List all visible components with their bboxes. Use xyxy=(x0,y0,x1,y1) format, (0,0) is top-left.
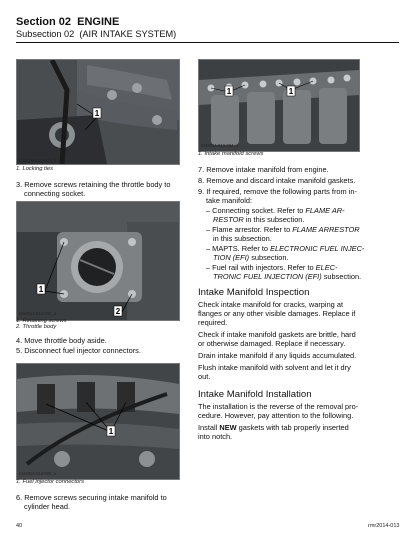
bullet-2-link[interactable]: FLAME ARRESTOR xyxy=(292,225,360,234)
bullet-1-link[interactable]: FLAME AR- xyxy=(305,206,345,215)
insp-para3: Drain intake manifold if any liquids accumulated. xyxy=(198,351,357,360)
insp-para4-l2: out. xyxy=(198,372,211,381)
bullet-mapts-l2 xyxy=(213,253,289,262)
insp-para4-l1: Flush intake manifold with solvent and let it dry xyxy=(198,363,351,372)
inst-para2-post: gaskets with tab properly inserted xyxy=(236,423,349,432)
insp-para2-l1: Check if intake manifold gaskets are brittle, hard xyxy=(198,330,356,339)
insp-para1-l1: Check intake manifold for cracks, warping at xyxy=(198,300,344,309)
step-5: 5. Disconnect fuel injector connectors. xyxy=(16,346,141,355)
step-3-line1: 3. Remove screws retaining the throttle body to xyxy=(16,180,171,189)
bullet-2-text: – Flame arrestor. Refer to xyxy=(206,225,293,234)
step-7: 7. Remove intake manifold from engine. xyxy=(198,165,329,174)
figure-fuel-injector-connectors xyxy=(16,363,180,480)
bullet-1-text-post: in this subsection. xyxy=(243,215,305,224)
subsection-title xyxy=(16,29,176,39)
fig4-callout-1b: 1 xyxy=(288,87,294,96)
fig2-caption-1: 1. Retaining screws xyxy=(16,318,67,324)
bullet-3-text-post: subsection. xyxy=(249,253,289,262)
subsection-name: (AIR INTAKE SYSTEM) xyxy=(79,29,177,39)
bullet-3-link[interactable]: ELECTRONIC FUEL INJEC- xyxy=(270,244,365,253)
fig2-callout-2: 2 xyxy=(115,307,121,316)
fig4-caption: 1. Intake manifold screws xyxy=(198,151,264,157)
step-9-line1: 9. If required, remove the following parts from in- xyxy=(198,187,357,196)
bullet-fuel-rail-l1 xyxy=(206,263,337,272)
step-4: 4. Move throttle body aside. xyxy=(16,336,107,345)
inst-para2-l1 xyxy=(198,423,349,432)
heading-intake-manifold-installation: Intake Manifold Installation xyxy=(198,389,312,400)
bullet-3-link-cont[interactable]: TION (EFI) xyxy=(213,253,250,262)
fig3-id: rmr2014-013-003_a xyxy=(19,471,57,476)
fig2-caption-2: 2. Throttle body xyxy=(16,324,57,330)
bullet-connecting-socket-l2 xyxy=(213,215,304,224)
figure-throttle-body xyxy=(16,201,180,321)
fig1-id: rmr2014-013-001_a xyxy=(19,158,57,163)
fig2-id: rmr2014-013-002_a xyxy=(19,311,57,316)
heading-intake-manifold-inspection: Intake Manifold Inspection xyxy=(198,287,310,298)
inst-para2-new: NEW xyxy=(219,423,237,432)
bullet-4-link[interactable]: ELEC- xyxy=(315,263,338,272)
inst-para2-pre: Install xyxy=(198,423,220,432)
section-name: ENGINE xyxy=(77,16,120,28)
inst-para2-l2: into notch. xyxy=(198,432,233,441)
insp-para1-l2: flanges or any other visible damages. Replace if xyxy=(198,309,356,318)
fig3-callout-1: 1 xyxy=(108,427,114,436)
fig1-callout-1: 1 xyxy=(94,109,100,118)
bullet-flame-arrestor-l1 xyxy=(206,225,360,234)
bullet-fuel-rail-l2 xyxy=(213,272,361,281)
fig1-caption: 1. Locking ties xyxy=(16,166,54,172)
bullet-1-link-cont[interactable]: RESTOR xyxy=(213,215,244,224)
section-number: Section 02 xyxy=(16,16,72,28)
inst-para1-l2: cedure. However, pay attention to the following. xyxy=(198,411,354,420)
bullet-4-text-post: subsection. xyxy=(321,272,362,281)
fig3-caption: 1. Fuel injector connectors xyxy=(16,479,84,485)
step-8: 8. Remove and discard intake manifold gaskets. xyxy=(198,176,356,185)
bullet-1-text: – Connecting socket. Refer to xyxy=(206,206,306,215)
bullet-connecting-socket-l1 xyxy=(206,206,345,215)
subsection-number: Subsection 02 xyxy=(16,29,75,39)
inst-para1-l1: The installation is the reverse of the removal pro- xyxy=(198,402,359,411)
bullet-flame-arrestor-l2: in this subsection. xyxy=(213,234,272,243)
insp-para1-l3: required. xyxy=(198,318,228,327)
step-6-line1: 6. Remove screws securing intake manifold to xyxy=(16,493,167,502)
bullet-3-text: – MAPTS. Refer to xyxy=(206,244,271,253)
page-number: 40 xyxy=(16,523,23,529)
header-rule xyxy=(16,42,399,43)
fig4-id: rmr2014-013-004_a xyxy=(201,143,239,148)
document-id: rmr2014-013 xyxy=(368,523,400,529)
fig2-callout-1: 1 xyxy=(38,285,44,294)
section-title xyxy=(16,16,119,28)
bullet-4-text: – Fuel rail with injectors. Refer to xyxy=(206,263,316,272)
step-3-line2: connecting socket. xyxy=(24,189,86,198)
figure-intake-manifold-screws xyxy=(198,59,360,152)
bullet-mapts-l1 xyxy=(206,244,364,253)
step-6-line2: cylinder head. xyxy=(24,502,71,511)
figure-locking-ties xyxy=(16,59,180,165)
insp-para2-l2: or otherwise damaged. Replace if necessary. xyxy=(198,339,346,348)
bullet-4-link-cont[interactable]: TRONIC FUEL INJECTION (EFI) xyxy=(213,272,322,281)
fig4-callout-1a: 1 xyxy=(226,87,232,96)
step-9-line2: take manifold: xyxy=(206,196,253,205)
